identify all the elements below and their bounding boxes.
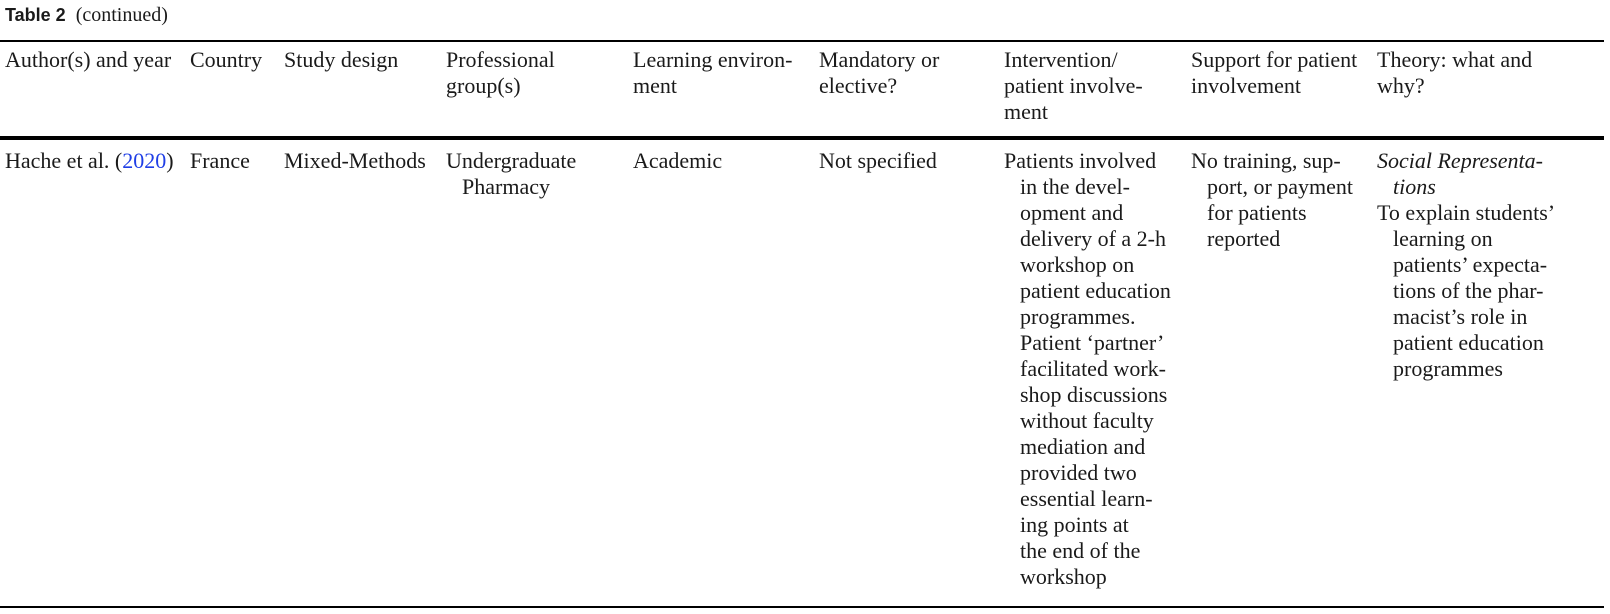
cell-line: port, or payment: [1207, 174, 1354, 199]
cell-support: [1191, 148, 1353, 252]
theory-name-line: Social Representa-: [1377, 148, 1543, 173]
cell-line: Patients involved: [1004, 148, 1157, 173]
header-line: Professional: [446, 47, 555, 72]
cell-line: macist’s role in: [1393, 304, 1528, 329]
cell-line: mediation and: [1020, 434, 1146, 459]
author-citation: [5, 148, 174, 174]
header-support: [1191, 47, 1357, 99]
cell-line: opment and: [1020, 200, 1124, 225]
cell-theory: [1377, 148, 1555, 382]
header-author: [5, 47, 171, 73]
mandatory-text: Not specified: [819, 148, 937, 173]
table-caption: [5, 4, 168, 27]
cell-line: reported: [1207, 226, 1281, 251]
cell-line: learning on: [1393, 226, 1493, 251]
cell-mandatory: [819, 148, 937, 174]
header-design-text: Study design: [284, 47, 399, 72]
cell-line: patient education: [1393, 330, 1544, 355]
header-mandatory: [819, 47, 939, 99]
header-rule: [0, 136, 1604, 140]
header-line: Learning environ-: [633, 47, 793, 72]
cell-line: patients’ expecta-: [1393, 252, 1548, 277]
cell-line: Patient ‘partner’: [1020, 330, 1165, 355]
bottom-rule: [0, 606, 1604, 608]
header-line: elective?: [819, 73, 898, 98]
cell-line: provided two: [1020, 460, 1137, 485]
continued-label: (continued): [75, 4, 168, 26]
theory-name-line: tions: [1393, 174, 1436, 199]
cell-design: [284, 148, 426, 174]
cell-line: programmes: [1393, 356, 1503, 381]
cell-line: workshop: [1020, 564, 1107, 589]
header-design: [284, 47, 398, 73]
header-environment: [633, 47, 792, 99]
cell-environment: [633, 148, 722, 174]
cell-line: To explain students’: [1377, 200, 1556, 225]
cell-professional: [446, 148, 576, 200]
cell-line: shop discussions: [1020, 382, 1168, 407]
table-label: Table 2: [5, 5, 66, 25]
environment-text: Academic: [633, 148, 723, 173]
header-theory: [1377, 47, 1532, 99]
cell-line: without faculty: [1020, 408, 1154, 433]
cell-country: [190, 148, 250, 174]
author-name: Hache et al. (: [5, 148, 123, 173]
header-line: Intervention/: [1004, 47, 1118, 72]
header-line: Theory: what and: [1377, 47, 1533, 72]
header-country: [190, 47, 262, 73]
header-intervention: [1004, 47, 1143, 125]
design-text: Mixed-Methods: [284, 148, 426, 173]
header-line: Support for patient: [1191, 47, 1358, 72]
country-text: France: [190, 148, 250, 173]
citation-year-link[interactable]: 2020: [122, 148, 167, 173]
cell-line: tions of the phar-: [1393, 278, 1544, 303]
author-close: ): [166, 148, 174, 173]
header-author-text: Author(s) and year: [5, 47, 172, 72]
cell-line: patient education: [1020, 278, 1171, 303]
cell-line: for patients: [1207, 200, 1307, 225]
cell-line: workshop on: [1020, 252, 1135, 277]
cell-line: programmes.: [1020, 304, 1136, 329]
cell-author: [5, 148, 174, 174]
cell-line: No training, sup-: [1191, 148, 1341, 173]
cell-line: facilitated work-: [1020, 356, 1166, 381]
cell-line: the end of the: [1020, 538, 1141, 563]
cell-line: in the devel-: [1020, 174, 1130, 199]
cell-intervention: [1004, 148, 1171, 590]
cell-line: delivery of a 2-h: [1020, 226, 1166, 251]
cell-line: essential learn-: [1020, 486, 1153, 511]
cell-line: ing points at: [1020, 512, 1129, 537]
header-line: Mandatory or: [819, 47, 940, 72]
top-rule: [0, 40, 1604, 42]
cell-line: Undergraduate: [446, 148, 577, 173]
header-line: involvement: [1191, 73, 1301, 98]
header-line: group(s): [446, 73, 521, 98]
cell-line: Pharmacy: [462, 174, 550, 199]
header-line: patient involve-: [1004, 73, 1143, 98]
header-country-text: Country: [190, 47, 263, 72]
header-professional: [446, 47, 555, 99]
header-line: ment: [633, 73, 677, 98]
header-line: why?: [1377, 73, 1425, 98]
header-line: ment: [1004, 99, 1048, 124]
